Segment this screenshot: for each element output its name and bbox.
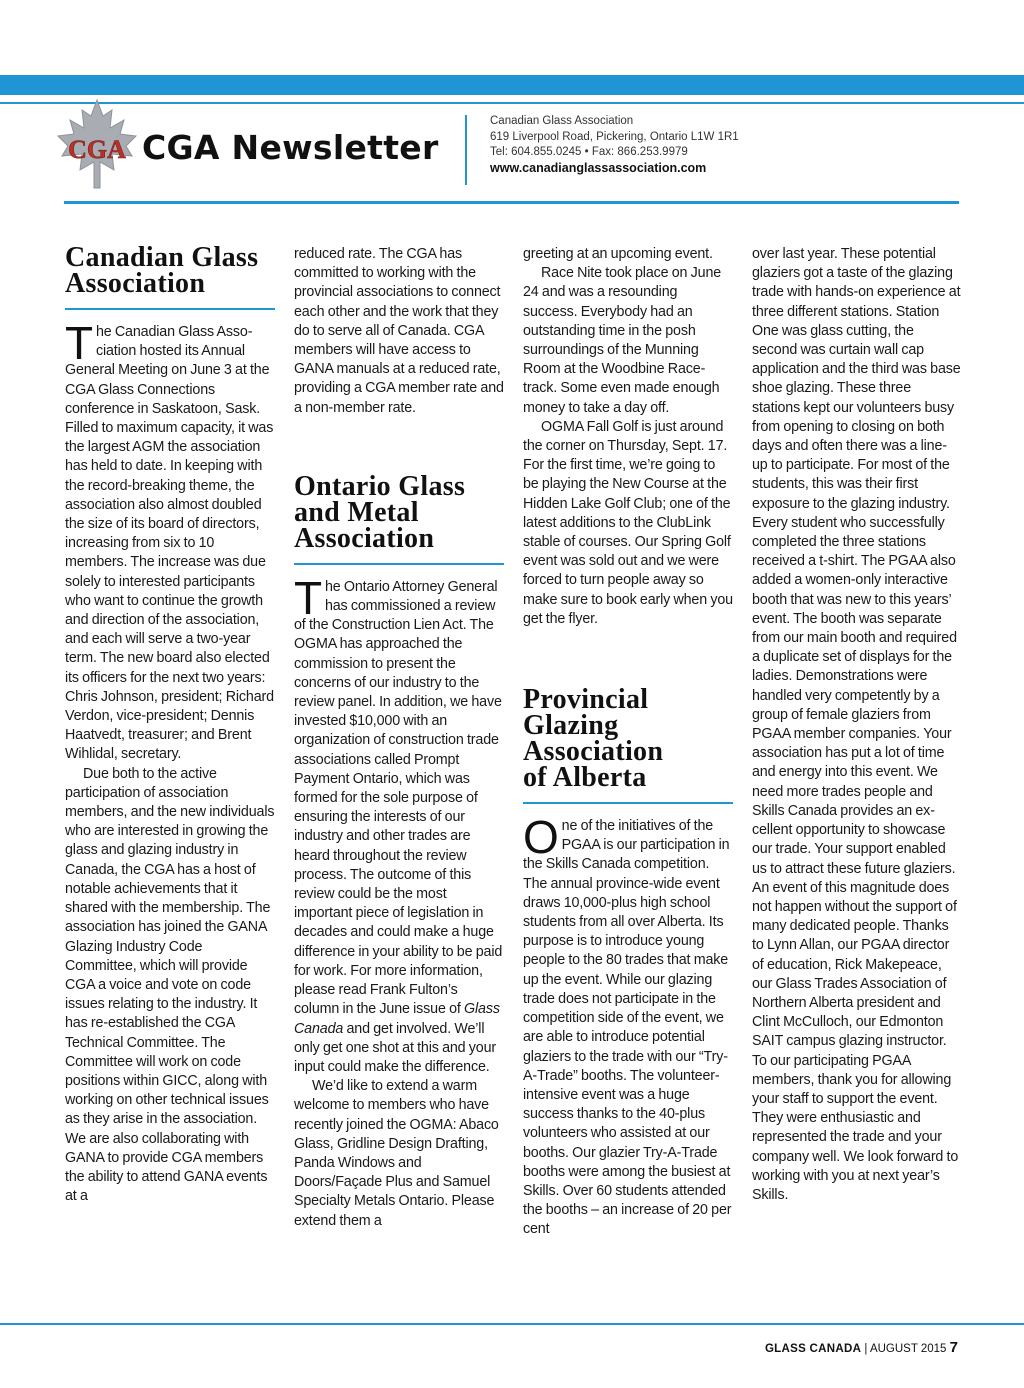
article-pgaa-paragraph-1-continued: over last year. These potential glaziers got a taste of the glazing trade with hands-on experience at three different stations. Station One was glass cutting, the second was curtain wall cap application and the third was base shoe glazing. These three stations kept our volunteers busy from opening to closing on both days and often there was a line-up to participate. For most of the students, this was their first exposure to the glazing industry. Every student who successfully completed the three stations received a t-shirt. The PGAA also added a women-only interactive booth that was new to this years’ event. The booth was separate from our main booth and required a duplicate set of displays for the ladies. Demonstrations were handled very competently by a group of female glaziers from PGAA member companies. Your association has put a lot of time and energy into this event. We need more trades people and Skills Canada provides an excellent opportunity to showcase our trade. Your support enabled us to attract these future glaziers. An event of this magnitude does not happen without the support of many dedicated people. Thanks to Lynn Allan, our PGAA director of education, Rick Makepeace, our Glass Trades Association of Northern Alberta president and Clint McCulloch, our Edmonton SAIT campus glazing instructor. To our participating PGAA members, thank you for allowing your staff to support the event. They were enthusiastic and represented the trade and your company well. We look forward to working with you at next year’s Skills. [752,246,961,1203]
article-pgaa-title-line1: Provincial [523,684,649,716]
article-ogma-title-line1: Ontario Glass [294,470,466,502]
logo-lettering: CGA [68,135,126,164]
article-pgaa-title [523,684,733,794]
article-ogma-paragraph-1-text: he Ontario Attorney General has commissioned a review of the Construction Lien Act. The OGMA has approached the commission to present the concerns of our industry to the review panel. In addition, we have invested $10,000 with an organization of construction trade associations called Prompt Payment Ontario, which was formed for the sole purpose of ensuring the interests of our industry and other trades are heard throughout the review process. The outcome of this review could be the most important piece of legislation in decades and could make a huge difference in your ability to be paid for work. For more information, please read Frank Fulton’s column in the June issue of [294,578,503,1018]
article-ogma-paragraph-2: We’d like to extend a warm welcome to members who have recently joined the OGMA: Abaco Glass, Gridline Design Drafting, Panda Windows and Doors/Façade Plus and Samuel Specialty Metals Ontario. Please extend them a [294,1078,499,1229]
article-cga-paragraph-2-continued: reduced rate. The CGA has committed to working with the provincial associations to connect each other and the work that they do to serve all of Canada. CGA members will have access to GANA manuals at a reduced rate, providing a CGA member rate and a non-member rate. [294,246,504,416]
article-pgaa-paragraph-1-text: ne of the initiatives of the PGAA is our participation in the Skills Canada competition. The annual province-wide event draws 10,000-plus high school students from all over Alberta. Its purpose is to introduce young people to the 80 trades that make up the event. While our glazing trade does not participate in the competition side of the event, we are able to introduce potential glaziers to the trade with our “Try-A-Trade” booths. The volunteer-intensive event was a huge success thanks to the 40-plus volunteers who assisted at our booths. Our glazier Try-A-Trade booths were among the busiest at Skills. Over 60 students attended the booths – an increase of 20 per cent [523,818,732,1238]
top-accent-line [0,102,1024,104]
article-ogma-paragraph-4: OGMA Fall Golf is just around the corner on Thursday, Sept. 17. For the first time, we’re going to be playing the New Course at the Hidden Lake Golf Club; one of the latest additions to the ClubLink stable of courses. Our Spring Golf event was sold out and we were forced to turn people away so make sure to book early when you get the flyer. [523,418,733,627]
contact-phones: Tel: 604.855.0245 • Fax: 866.253.9979 [490,146,688,158]
article-pgaa-rule [523,802,733,804]
article-ogma-title-line2: and Metal [294,496,419,528]
article-cga-paragraph-2: Due both to the active participation of association members, and the new individuals who are interested in growing the glass and glazing industry in Canada, the CGA has a host of notable achievements that it shared with the membership. The association has joined the GANA Glazing Industry Code Committee, which will provide CGA a voice and vote on code issues relating to the industry. It has re-established the CGA Technical Committee. The Committee will work on code positions within GICC, along with working on other technical issues as they arise in the association. We are also collaborating with GANA to provide CGA members the ability to attend GANA events at a [65,765,275,1205]
article-ogma-paragraph-2-continued: greeting at an upcoming event. [523,246,713,262]
cga-maple-leaf-logo [54,98,140,190]
article-pgaa-title-line2: Glazing [523,710,619,742]
article-pgaa-title-line3: Association [523,736,664,768]
column-4 [752,245,962,1205]
header-divider [64,201,959,204]
article-ogma-paragraph-1 [294,571,504,1077]
masthead-divider [465,115,467,185]
article-pgaa-paragraph-1 [523,811,733,1239]
contact-website-link[interactable]: www.canadianglassassociation.com [490,160,707,175]
footer-page-number: 7 [949,1339,958,1356]
footer-issue-date: AUGUST 2015 [869,1343,947,1355]
article-cga-dropcap: T [65,317,93,369]
article-ogma-paragraph-1-end: and get involved. We’ll only get one shot at this and your input could make the difference. [294,1020,497,1075]
magazine-title-italic: Glass Canada [294,1001,500,1037]
article-pgaa-dropcap: O [523,811,559,864]
footer-divider [0,1323,1024,1325]
footer-separator: | [864,1343,868,1355]
article-ogma-dropcap: T [294,571,322,624]
contact-block [490,114,739,176]
column-3 [523,245,733,1240]
article-ogma-paragraph-3: Race Nite took place on June 24 and was a resounding success. Everybody had an outstanding time in the posh surroundings of the Munning Room at the Woodbine Racetrack. Some even made enough money to take a day off. [523,265,722,416]
column-1 [65,242,275,1206]
column-2 [294,245,504,1231]
article-ogma-title [294,470,504,554]
newsletter-title: CGA Newsletter [142,128,439,167]
article-ogma-title-line3: Association [294,522,435,554]
footer-magazine-name: GLASS CANADA [764,1343,862,1355]
top-accent-bar [0,75,1024,95]
article-cga-paragraph-1-text: he Canadian Glass Association hosted its Annual General Meeting on June 3 at the CGA Glass Connections conference in Saskatoon, Sask. Filled to maximum capacity, it was the largest AGM the association has held to date. In keeping with the record-breaking theme, the association also almost doubled the size of its board of directors, increasing from six to 10 members. The increase was due solely to interested participants who want to continue the growth and direction of the association, and each will serve a two-year term. The new board also elected its officers for the next two years: Chris Johnson, president; Richard Verdon, vice-president; Dennis Haatvedt, treasurer; and Brent Wihlidal, secretary. [65,324,274,763]
article-cga-rule [65,308,275,310]
article-cga-title [65,242,275,299]
article-pgaa-title-line4: of Alberta [523,762,647,794]
article-cga-title-line2: Association [65,268,206,299]
article-cga-title-line1: Canadian Glass [65,242,259,273]
page-footer [765,1339,958,1356]
article-ogma-rule [294,563,504,565]
contact-org: Canadian Glass Association [490,115,634,127]
contact-address: 619 Liverpool Road, Pickering, Ontario L1W 1R1 [490,130,739,143]
article-cga-paragraph-1 [65,317,275,765]
